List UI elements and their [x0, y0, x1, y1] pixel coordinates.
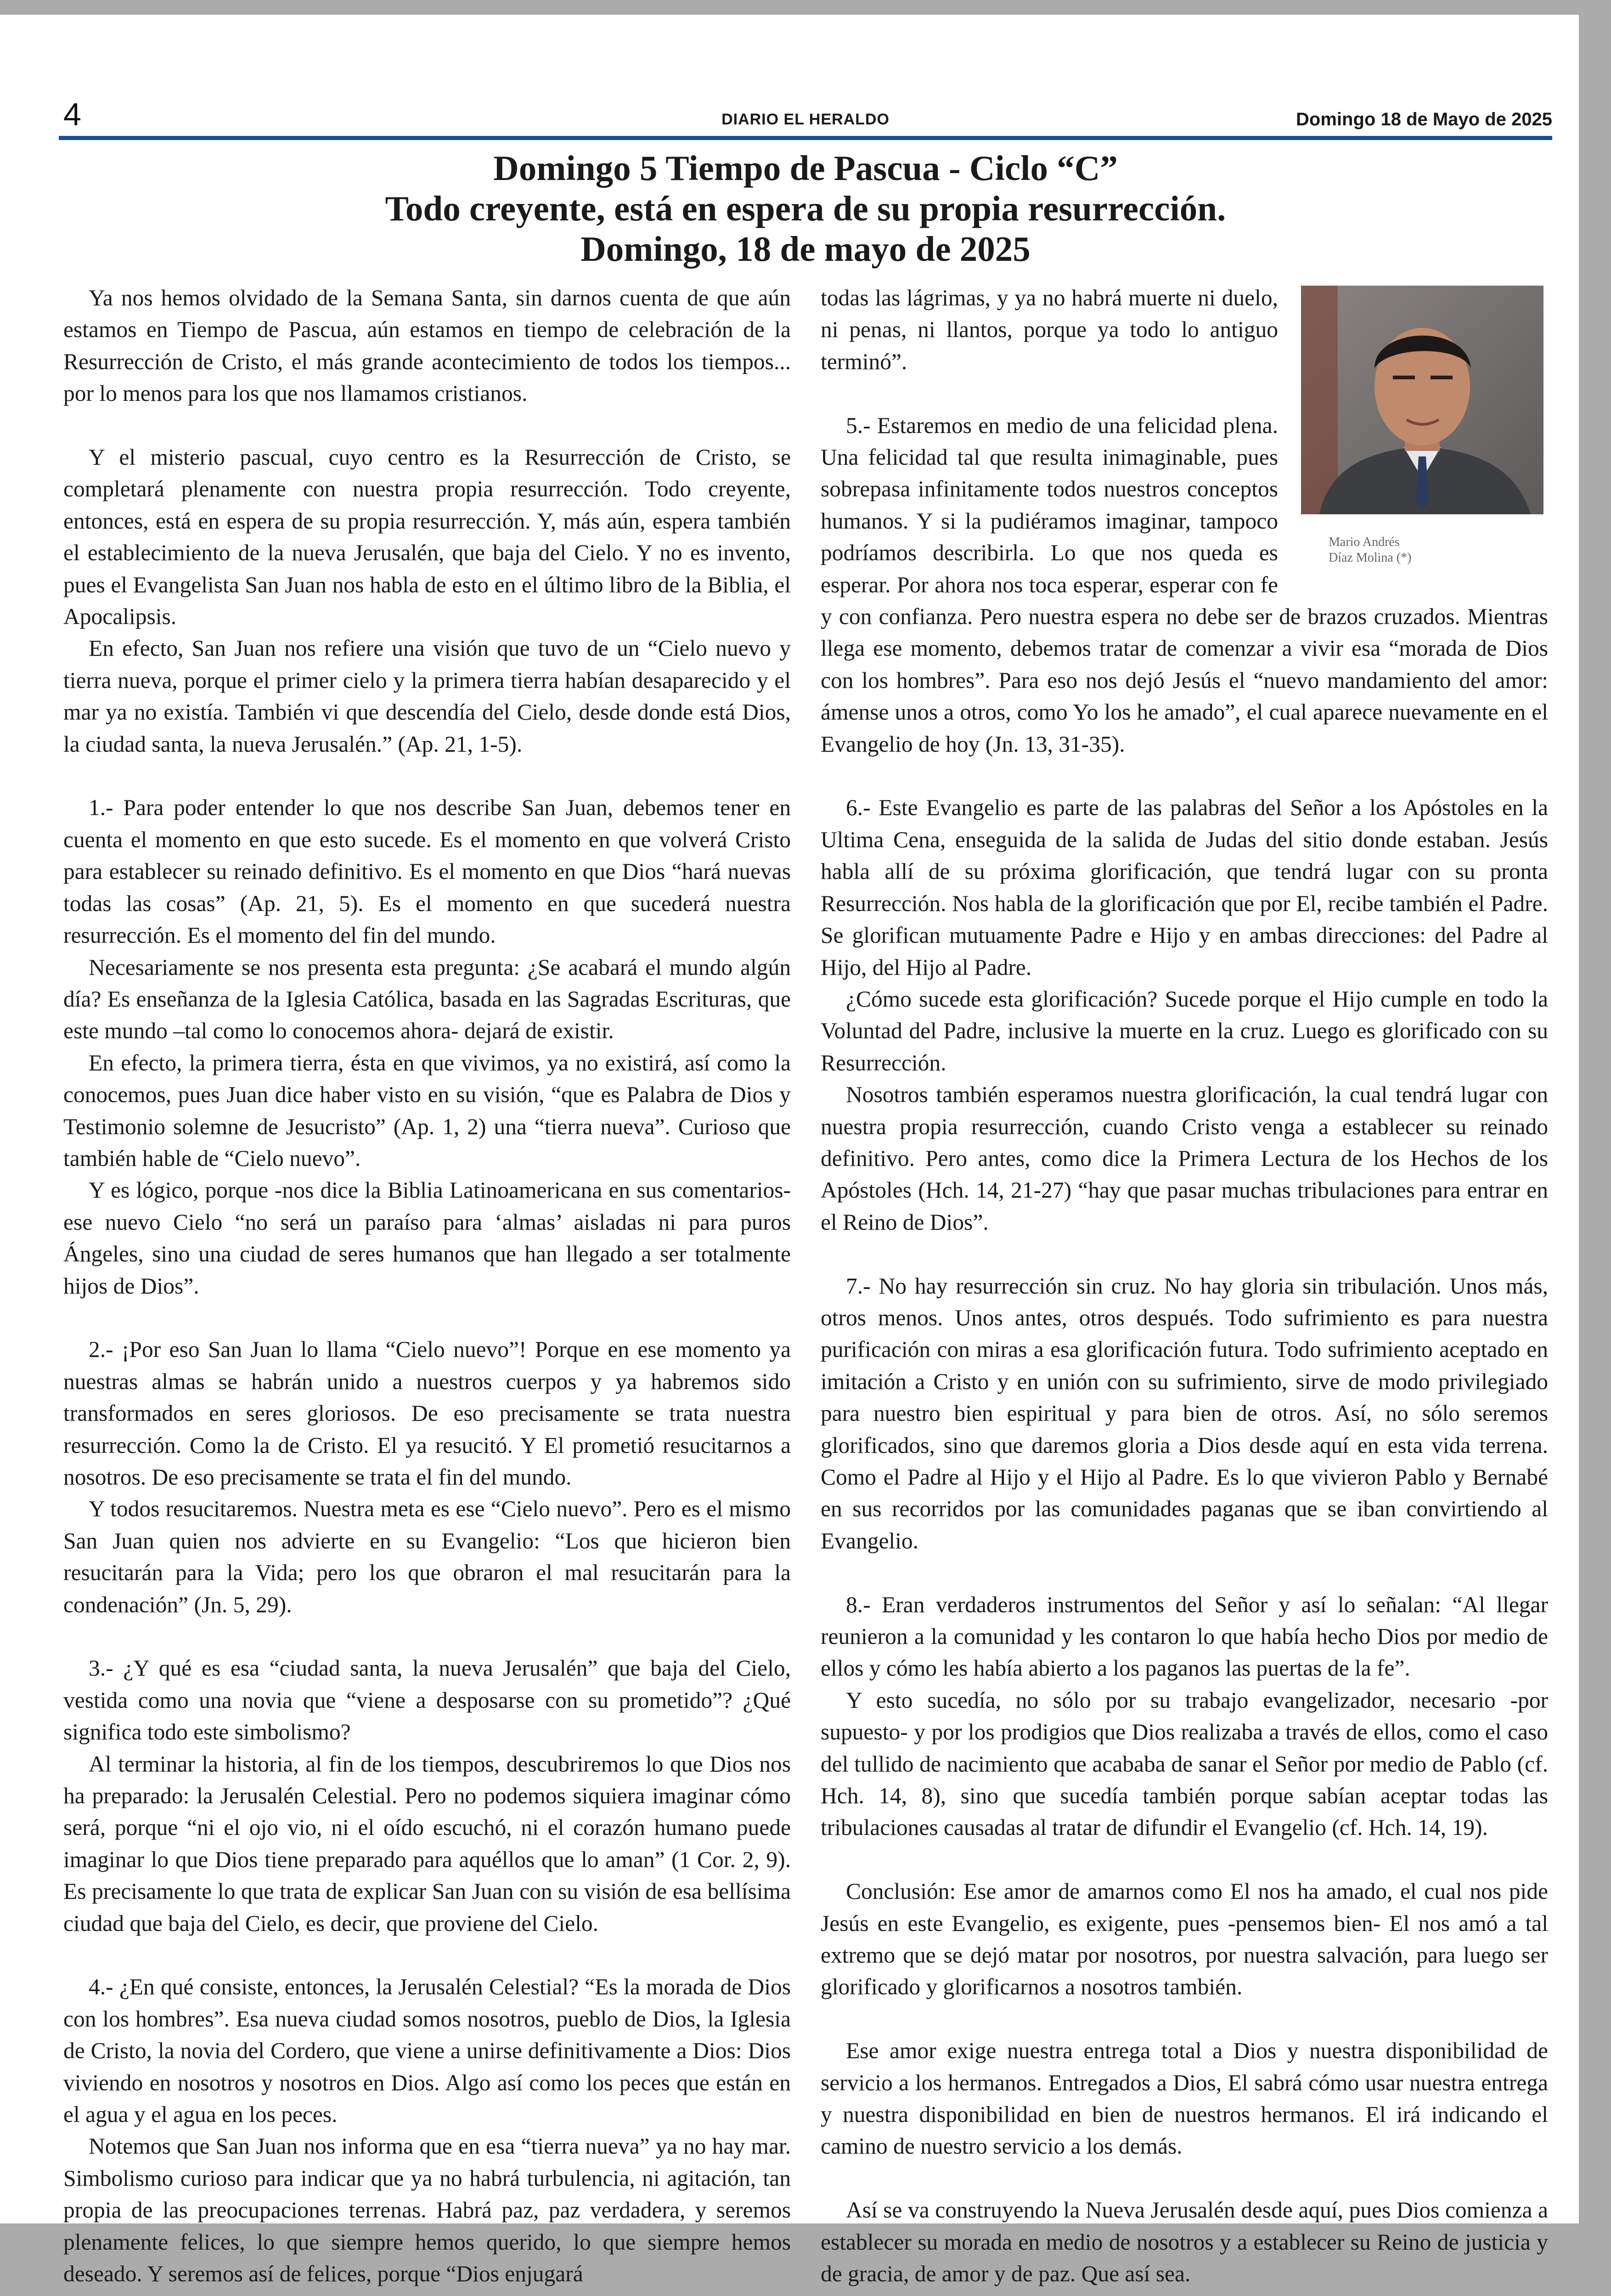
page-header — [59, 96, 1552, 140]
article-column-right — [821, 282, 1548, 2296]
paragraph: En efecto, la primera tierra, ésta en que vivimos, ya no existirá, así como la conocemos, pues Juan dice haber visto en su visión, “que es Palabra de Dios y Testimonio solemne de Jesucristo” (Ap. 1, 2) una “tierra nueva”. Curioso que también hable de “Cielo nuevo”. — [63, 1050, 791, 1171]
paragraph: 8.- Eran verdaderos instrumentos del Señor y así lo señalan: “Al llegar reunieron a la comunidad y les contaron lo que había hecho Dios por medio de ellos y cómo les había abierto a los paganos las puertas de la fe”. — [821, 1592, 1548, 1681]
paragraph: Y es lógico, porque -nos dice la Biblia Latinoamericana en sus comentarios- ese nuevo Cielo “no será un paraíso para ‘almas’ aisladas ni para puros Ángeles, sino una ciudad de seres humanos que han llegado a ser totalmente hijos de Dios”. — [63, 1177, 791, 1299]
paragraph: ¿Cómo sucede esta glorificación? Sucede porque el Hijo cumple en todo la Voluntad del Padre, inclusive la muerte en la cruz. Luego es glorificado con su Resurrección. — [821, 986, 1548, 1075]
paragraph: 3.- ¿Y qué es esa “ciudad santa, la nueva Jerusalén” que baja del Cielo, vestida como una novia que “viene a desposarse con su prometido”? ¿Qué significa todo este simbolismo? — [63, 1655, 791, 1745]
paragraph: Notemos que San Juan nos informa que en esa “tierra nueva” ya no hay mar. Simbolismo curioso para indicar que ya no habrá turbulencia, ni agitación, tan propia de las preocupaciones terrenas. Habrá paz, paz verdadera, y seremos plenamente felices, lo que siempre hemos querido, lo que siempre hemos deseado. Y seremos así de felices, porque “Dios enjugará — [63, 2133, 791, 2287]
paragraph: 7.- No hay resurrección sin cruz. No hay gloria sin tribulación. Unos más, otros menos. Unos antes, otros después. Todo sufrimiento es para nuestra purificación con miras a esa glorificación futura. Todo sufrimiento aceptado en imitación a Cristo y en unión con su sufrimiento, sirve de modo privilegiado para nuestro bien espiritual y para bien de otros. Así, no sólo seremos glorificados, sino que daremos gloria a Dios desde aquí en esta vida terrena. Como el Padre al Hijo y el Hijo al Padre. Es lo que vivieron Pablo y Bernabé en sus recorridos por las comunidades paganas que se iban convirtiendo al Evangelio. — [821, 1273, 1548, 1553]
author-photo — [1301, 286, 1543, 514]
paragraph: 6.- Este Evangelio es parte de las palabras del Señor a los Apóstoles en la Ultima Cena, enseguida de la salida de Judas del sitio donde estaban. Jesús habla allí de su próxima glorificación, que tendrá lugar con su pronta Resurrección. Nos habla de la glorificación que por El, recibe también el Padre. Se glorifican mutuamente Padre e Hijo y en ambas direcciones: del Padre al Hijo, del Hijo al Padre. — [821, 795, 1548, 980]
paragraph: En efecto, San Juan nos refiere una visión que tuvo de un “Cielo nuevo y tierra nueva, porque el primer cielo y la primera tierra habían desaparecido y el mar ya no existía. También vi que descendía del Cielo, desde donde está Dios, la ciudad santa, la nueva Jerusalén.” (Ap. 21, 1-5). — [63, 636, 791, 757]
newspaper-page — [0, 15, 1579, 2287]
caption-line-1: Mario Andrés — [1329, 535, 1400, 549]
article-column-left — [63, 282, 791, 2290]
title-line-2: Todo creyente, está en espera de su propia resurrección. — [385, 189, 1226, 228]
author-photo-block — [1284, 286, 1548, 580]
article-title — [59, 148, 1552, 269]
paragraph: Necesariamente se nos presenta esta pregunta: ¿Se acabará el mundo algún día? Es enseñanza de la Iglesia Católica, basada en las Sagradas Escrituras, que este mundo –tal como lo conocemos ahora- dejará de existir. — [63, 954, 791, 1044]
paragraph: Ya nos hemos olvidado de la Semana Santa, sin darnos cuenta de que aún estamos en Tiempo de Pascua, aún estamos en tiempo de celebración de la Resurrección de Cristo, el más grande acontecimiento de todos los tiempos... por lo menos para los que nos llamamos cristianos. — [63, 285, 791, 406]
portrait-image — [1301, 286, 1543, 514]
paragraph: Conclusión: Ese amor de amarnos como El nos ha amado, el cual nos pide Jesús en este Evangelio, es exigente, pues -pensemos bien- El nos amó a tal extremo que se dejó matar por nosotros, por nuestra salvación, para luego ser glorificado y glorificarnos a nosotros también. — [821, 1879, 1548, 2000]
paragraph: Y el misterio pascual, cuyo centro es la Resurrección de Cristo, se completará plenamente con nuestra propia resurrección. Todo creyente, entonces, está en espera de su propia resurrección. Y, más aún, espera también el establecimiento de la nueva Jerusalén, que baja del Cielo. Y no es invento, pues el Evangelista San Juan nos habla de esto en el último libro de la Biblia, el Apocalipsis. — [63, 445, 791, 630]
newspaper-name: DIARIO EL HERALDO — [721, 111, 890, 128]
paragraph: todas las lágrimas, y ya no habrá muerte ni duelo, ni penas, ni llantos, porque ya todo lo antiguo terminó”. — [821, 285, 1278, 374]
header-date: Domingo 18 de Mayo de 2025 — [1296, 109, 1552, 129]
page-number: 4 — [63, 96, 81, 132]
title-line-1: Domingo 5 Tiempo de Pascua - Ciclo “C” — [493, 148, 1118, 188]
paragraph: Y todos resucitaremos. Nuestra meta es ese “Cielo nuevo”. Pero es el mismo San Juan quien nos advierte en su Evangelio: “Los que hicieron bien resucitarán para la Vida; pero los que obraron el mal resucitarán para la condenación” (Jn. 5, 29). — [63, 1496, 791, 1617]
paragraph: 4.- ¿En qué consiste, entonces, la Jerusalén Celestial? “Es la morada de Dios con los hombres”. Esa nueva ciudad somos nosotros, pueblo de Dios, la Iglesia de Cristo, la novia del Cordero, que viene a unirse definitivamente a Dios: Dios viviendo en nosotros y nosotros en Dios. Algo así como los peces que están en el agua y el agua en los peces. — [63, 1974, 791, 2127]
photo-caption — [1329, 535, 1466, 566]
paragraph: Nosotros también esperamos nuestra glorificación, la cual tendrá lugar con nuestra propia resurrección, cuando Cristo venga a establecer su reinado definitivo. Pero antes, como dice la Primera Lectura de los Hechos de los Apóstoles (Hch. 14, 21-27) “hay que pasar muchas tribulaciones para entrar en el Reino de Dios”. — [821, 1082, 1548, 1235]
caption-line-2: Díaz Molina (*) — [1329, 551, 1412, 565]
paragraph: Al terminar la historia, al fin de los tiempos, descubriremos lo que Dios nos ha preparado: la Jerusalén Celestial. Pero no podemos siquiera imaginar cómo será, porque “ni el ojo vio, ni el oído escuchó, ni el corazón humano puede imaginar lo que Dios tiene preparado para aquéllos que lo aman” (1 Cor. 2, 9). Es precisamente lo que trata de explicar San Juan con su visión de esa bellísima ciudad que baja del Cielo, es decir, que proviene del Cielo. — [63, 1751, 791, 1936]
paragraph: 1.- Para poder entender lo que nos describe San Juan, debemos tener en cuenta el momento en que esto sucede. Es el momento en que volverá Cristo para establecer su reinado definitivo. Es el momento en que Dios “hará nuevas todas las cosas” (Ap. 21, 5). Es el momento en que sucederá nuestra resurrección. Es el momento del fin del mundo. — [63, 795, 791, 948]
paragraph: 2.- ¡Por eso San Juan lo llama “Cielo nuevo”! Porque en ese momento ya nuestras almas se habrán unido a nuestros cuerpos y ya habremos sido transformados en seres gloriosos. De eso precisamente se trata nuestra resurrección. Como la de Cristo. El ya resucitó. Y El prometió resucitarnos a nosotros. De eso precisamente se trata el fin del mundo. — [63, 1337, 791, 1490]
title-line-3: Domingo, 18 de mayo de 2025 — [580, 229, 1031, 269]
paragraph: Ese amor exige nuestra entrega total a Dios y nuestra disponibilidad de servicio a los hermanos. Entregados a Dios, El sabrá cómo usar nuestra entrega y nuestra disponibilidad en bien de nuestros hermanos. El irá indicando el camino de nuestro servicio a los demás. — [821, 2038, 1548, 2159]
paragraph: Y esto sucedía, no sólo por su trabajo evangelizador, necesario -por supuesto- y por los prodigios que Dios realizaba a través de ellos, como el caso del tullido de nacimiento que acababa de sanar el Señor por medio de Pablo (cf. Hch. 14, 8), sino que sucedía también porque sabían aceptar todas las tribulaciones causadas al tratar de difundir el Evangelio (cf. Hch. 14, 19). — [821, 1687, 1548, 1840]
paragraph: Así se va construyendo la Nueva Jerusalén desde aquí, pues Dios comienza a establecer su morada en medio de nosotros y a establecer su Reino de justicia y de gracia, de amor y de paz. Que así sea. — [821, 2197, 1548, 2287]
paragraph: 5.- Estaremos en medio de una felicidad plena. Una felicidad tal que resulta inimaginable, pues sobrepasa infinitamente todos nuestros conceptos humanos. Y si la pudiéramos imaginar, tampoco podríamos describirla. Lo que nos queda es esperar. Por ahora nos toca esperar, esperar con fe y con confianza. Pero nuestra espera no debe ser de brazos cruzados. Mientras llega ese momento, debemos tratar de comenzar a vivir esa “morada de Dios con los hombres”. Para eso nos dejó Jesús el “nuevo mandamiento del amor: ámense unos a otros, como Yo los he amado”, el cual aparece nuevamente en el Evangelio de hoy (Jn. 13, 31-35). — [821, 412, 1548, 757]
